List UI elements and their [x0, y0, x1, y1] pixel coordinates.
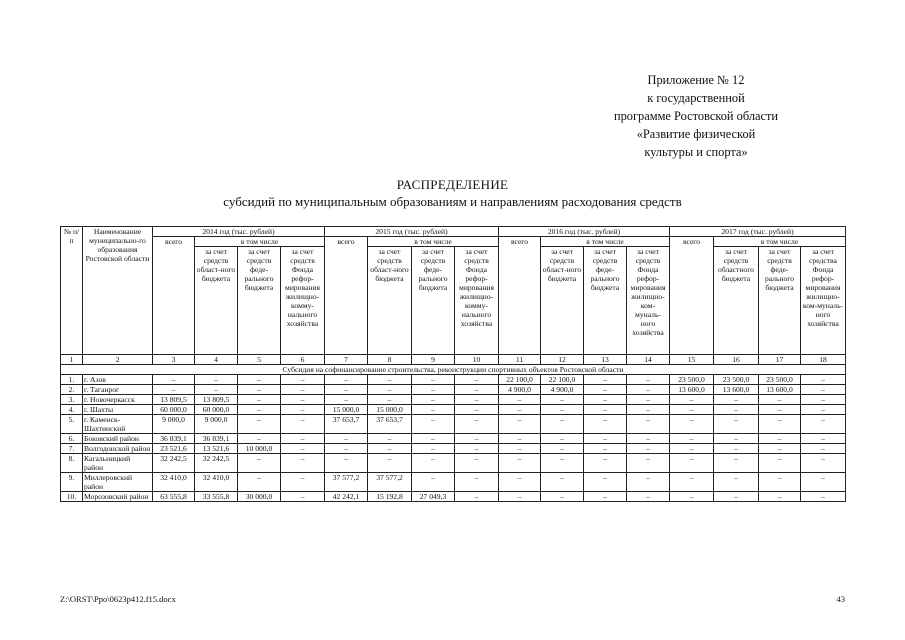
table-cell: –: [759, 395, 801, 405]
header-total: всего: [670, 237, 714, 355]
table-cell: –: [627, 375, 670, 385]
table-cell: –: [627, 444, 670, 454]
table-cell: –: [759, 415, 801, 434]
table-cell: 9 000,0: [153, 415, 195, 434]
table-cell: –: [281, 405, 325, 415]
row-number: 1.: [61, 375, 83, 385]
section-title: Субсидия на софинансирование строительства, реконструкции спортивных объектов Ростовской области: [61, 365, 846, 375]
table-cell: 13 809,5: [195, 395, 238, 405]
table-cell: –: [368, 454, 412, 473]
table-cell: –: [455, 395, 499, 405]
table-cell: –: [584, 415, 627, 434]
table-cell: –: [801, 434, 846, 444]
table-cell: –: [670, 434, 714, 444]
column-number: 11: [499, 355, 541, 365]
municipality-name: г. Азов: [83, 375, 153, 385]
header-name: Наименование муниципально-го образования Ростовской области: [83, 227, 153, 355]
header-regional: за счет средств област-ного бюджета: [541, 247, 584, 355]
title-subtitle: субсидий по муниципальным образованиям и направлениям расходования средств: [223, 194, 682, 209]
header-regional: за счет средств област-ного бюджета: [195, 247, 238, 355]
table-cell: –: [670, 415, 714, 434]
table-cell: –: [627, 454, 670, 473]
table-cell: –: [455, 415, 499, 434]
municipality-name: Боковский район: [83, 434, 153, 444]
table-cell: –: [714, 473, 759, 492]
table-cell: –: [281, 444, 325, 454]
table-cell: 37 577,2: [325, 473, 368, 492]
header-federal: за счет средств феде-рального бюджета: [238, 247, 281, 355]
table-cell: 60 000,0: [195, 405, 238, 415]
appendix-line: «Развитие физической: [636, 127, 756, 141]
table-cell: –: [238, 473, 281, 492]
table-cell: –: [627, 473, 670, 492]
table-cell: –: [801, 405, 846, 415]
table-cell: –: [584, 454, 627, 473]
header-num: № п/п: [61, 227, 83, 355]
column-number: 3: [153, 355, 195, 365]
table-cell: –: [281, 473, 325, 492]
header-year-2016: 2016 год (тыс. рублей): [499, 227, 670, 237]
table-row: [61, 473, 846, 492]
table-cell: 37 653,7: [368, 415, 412, 434]
table-cell: –: [499, 444, 541, 454]
table-cell: –: [281, 454, 325, 473]
table-cell: –: [412, 454, 455, 473]
header-year-2014: 2014 год (тыс. рублей): [153, 227, 325, 237]
table-cell: –: [584, 434, 627, 444]
table-cell: –: [541, 434, 584, 444]
table-cell: –: [455, 385, 499, 395]
table-cell: –: [499, 473, 541, 492]
header-federal: за счет средств феде-рального бюджета: [759, 247, 801, 355]
table-cell: –: [195, 385, 238, 395]
column-number: 10: [455, 355, 499, 365]
column-number: 14: [627, 355, 670, 365]
table-cell: –: [714, 395, 759, 405]
row-number: 10.: [61, 492, 83, 502]
table-cell: –: [412, 395, 455, 405]
column-number: 2: [83, 355, 153, 365]
header-total: всего: [325, 237, 368, 355]
table-row: [61, 444, 846, 454]
table-cell: 42 242,1: [325, 492, 368, 502]
column-number: 13: [584, 355, 627, 365]
table-cell: –: [670, 473, 714, 492]
table-cell: 23 500,0: [759, 375, 801, 385]
table-cell: –: [627, 395, 670, 405]
table-cell: –: [325, 385, 368, 395]
header-incl: в том числе: [541, 237, 670, 247]
table-cell: –: [281, 375, 325, 385]
table-cell: –: [455, 434, 499, 444]
table-cell: 13 600,0: [670, 385, 714, 395]
table-cell: –: [455, 375, 499, 385]
table-cell: –: [325, 395, 368, 405]
table-cell: –: [368, 395, 412, 405]
table-row: [61, 454, 846, 473]
table-cell: 60 000,0: [153, 405, 195, 415]
table-cell: –: [670, 492, 714, 502]
section-row: [61, 365, 846, 375]
table-cell: –: [281, 395, 325, 405]
table-cell: –: [325, 434, 368, 444]
header-regional: за счет средств област-ного бюджета: [368, 247, 412, 355]
table-cell: –: [412, 444, 455, 454]
municipality-name: г. Шахты: [83, 405, 153, 415]
table-cell: –: [714, 405, 759, 415]
table-cell: –: [368, 375, 412, 385]
column-number: 7: [325, 355, 368, 365]
table-cell: 32 242,5: [195, 454, 238, 473]
appendix-line: программе Ростовской области: [613, 109, 779, 123]
table-cell: –: [670, 444, 714, 454]
table-cell: –: [801, 375, 846, 385]
table-cell: 30 000,0: [238, 492, 281, 502]
table-row: [61, 405, 846, 415]
table-cell: –: [455, 454, 499, 473]
table-cell: –: [584, 375, 627, 385]
table-cell: –: [325, 454, 368, 473]
table-cell: 37 653,7: [325, 415, 368, 434]
header-fund: за счет средств Фонда рефор-мирования жилищно-комму-нального хозяйства: [455, 247, 499, 355]
table-cell: 4 900,0: [541, 385, 584, 395]
column-number: 12: [541, 355, 584, 365]
row-number: 3.: [61, 395, 83, 405]
row-number: 5.: [61, 415, 83, 434]
table-cell: –: [801, 454, 846, 473]
table-cell: –: [238, 415, 281, 434]
table-cell: –: [153, 375, 195, 385]
table-cell: –: [455, 492, 499, 502]
row-number: 2.: [61, 385, 83, 395]
table-cell: –: [801, 444, 846, 454]
table-cell: –: [281, 434, 325, 444]
table-cell: –: [368, 444, 412, 454]
table-cell: –: [584, 492, 627, 502]
table-cell: 32 410,0: [195, 473, 238, 492]
table-cell: –: [412, 415, 455, 434]
column-number: 9: [412, 355, 455, 365]
table-cell: –: [801, 473, 846, 492]
table-cell: –: [412, 473, 455, 492]
table-cell: –: [455, 444, 499, 454]
column-number: 1: [61, 355, 83, 365]
table-cell: –: [627, 405, 670, 415]
table-cell: 15 000,0: [368, 405, 412, 415]
table-cell: 32 410,0: [153, 473, 195, 492]
table-cell: –: [281, 415, 325, 434]
municipality-name: Кагальницкий район: [83, 454, 153, 473]
table-cell: –: [238, 434, 281, 444]
column-number: 17: [759, 355, 801, 365]
header-total: всего: [153, 237, 195, 355]
table-cell: –: [759, 454, 801, 473]
table-cell: 36 839,1: [195, 434, 238, 444]
table-cell: –: [412, 385, 455, 395]
header-fund: за счет средств Фонда рефор-мирования жилищно-ком-муналь-ного хозяйства: [627, 247, 670, 355]
municipality-name: г. Каменск-Шахтинский: [83, 415, 153, 434]
table-cell: 23 521,6: [153, 444, 195, 454]
table-cell: –: [584, 405, 627, 415]
table-cell: 13 600,0: [759, 385, 801, 395]
table-body: [61, 375, 846, 502]
table-cell: –: [627, 385, 670, 395]
footer-file-path: Z:\ORST\Ppo\0623p412.f15.docx: [60, 594, 176, 604]
table-cell: –: [714, 444, 759, 454]
table-row: [61, 415, 846, 434]
municipality-name: Волгодонской район: [83, 444, 153, 454]
column-number-row: [61, 355, 846, 365]
table-cell: –: [759, 492, 801, 502]
table-cell: 13 521,6: [195, 444, 238, 454]
table-cell: –: [541, 492, 584, 502]
table-cell: –: [627, 434, 670, 444]
table-cell: –: [368, 385, 412, 395]
table-row: [61, 492, 846, 502]
table-cell: 33 555,8: [195, 492, 238, 502]
table-cell: 4 900,0: [499, 385, 541, 395]
table-cell: –: [499, 395, 541, 405]
table-cell: –: [455, 473, 499, 492]
table-cell: –: [412, 434, 455, 444]
table-cell: –: [627, 415, 670, 434]
header-year-2015: 2015 год (тыс. рублей): [325, 227, 499, 237]
distribution-table: [60, 226, 846, 502]
table-cell: 27 049,3: [412, 492, 455, 502]
table-cell: –: [238, 375, 281, 385]
column-number: 16: [714, 355, 759, 365]
table-row: [61, 434, 846, 444]
table-cell: 37 577,2: [368, 473, 412, 492]
column-number: 15: [670, 355, 714, 365]
table-cell: 32 242,5: [153, 454, 195, 473]
table-cell: –: [325, 444, 368, 454]
table-cell: –: [670, 405, 714, 415]
table-cell: –: [714, 492, 759, 502]
table-row: [61, 395, 846, 405]
header-regional: за счет средств областного бюджета: [714, 247, 759, 355]
header-incl: в том числе: [368, 237, 499, 247]
table-cell: –: [325, 375, 368, 385]
appendix-line: Приложение № 12: [647, 73, 745, 87]
table-cell: 15 000,0: [325, 405, 368, 415]
table-cell: 23 500,0: [714, 375, 759, 385]
header-fund: за счет средств Фонда рефор-мирования жилищно-комму-нального хозяйства: [281, 247, 325, 355]
table-cell: –: [801, 415, 846, 434]
table-cell: –: [153, 385, 195, 395]
header-incl: в том числе: [195, 237, 325, 247]
table-cell: –: [759, 473, 801, 492]
header-fund: за счет средства Фонда рефор-мирования жилищно-ком-муналь-ного хозяйства: [801, 247, 846, 355]
table-cell: –: [499, 454, 541, 473]
municipality-name: Миллеровский район: [83, 473, 153, 492]
table-cell: –: [714, 434, 759, 444]
table-cell: –: [238, 395, 281, 405]
table-cell: 23 500,0: [670, 375, 714, 385]
table-cell: –: [541, 454, 584, 473]
table-cell: –: [584, 395, 627, 405]
table-cell: –: [281, 492, 325, 502]
header-total: всего: [499, 237, 541, 355]
municipality-name: г. Новочеркасск: [83, 395, 153, 405]
table-cell: –: [759, 434, 801, 444]
table-cell: 15 192,8: [368, 492, 412, 502]
column-number: 18: [801, 355, 846, 365]
row-number: 4.: [61, 405, 83, 415]
table-cell: –: [499, 415, 541, 434]
row-number: 7.: [61, 444, 83, 454]
table-cell: –: [368, 434, 412, 444]
header-federal: за счет средств феде-рального бюджета: [412, 247, 455, 355]
table-cell: –: [801, 395, 846, 405]
table-cell: –: [801, 385, 846, 395]
table-cell: 22 100,0: [541, 375, 584, 385]
column-number: 5: [238, 355, 281, 365]
title-main: РАСПРЕДЕЛЕНИЕ: [396, 177, 509, 192]
table-cell: –: [238, 405, 281, 415]
table-cell: –: [499, 405, 541, 415]
row-number: 8.: [61, 454, 83, 473]
table-cell: –: [670, 454, 714, 473]
header-federal: за счет средств феде-рального бюджета: [584, 247, 627, 355]
municipality-name: Морозовский район: [83, 492, 153, 502]
table-cell: –: [412, 405, 455, 415]
table-cell: –: [584, 444, 627, 454]
table-cell: –: [455, 405, 499, 415]
column-number: 6: [281, 355, 325, 365]
table-cell: –: [195, 375, 238, 385]
table-cell: –: [281, 385, 325, 395]
table-cell: –: [714, 415, 759, 434]
column-number: 4: [195, 355, 238, 365]
header-incl: в том числе: [714, 237, 846, 247]
table-cell: 22 100,0: [499, 375, 541, 385]
column-number: 8: [368, 355, 412, 365]
table-cell: 63 555,8: [153, 492, 195, 502]
table-cell: –: [627, 492, 670, 502]
table-cell: –: [801, 492, 846, 502]
table-cell: –: [412, 375, 455, 385]
header-year-2017: 2017 год (тыс. рублей): [670, 227, 846, 237]
table-cell: –: [670, 395, 714, 405]
table-row: [61, 385, 846, 395]
footer-page-number: 43: [836, 594, 845, 604]
table-cell: –: [759, 444, 801, 454]
table-cell: 13 600,0: [714, 385, 759, 395]
table-cell: –: [541, 473, 584, 492]
table-cell: 13 809,5: [153, 395, 195, 405]
document-title: [0, 176, 905, 210]
table-cell: 10 000,0: [238, 444, 281, 454]
municipality-name: г. Таганрог: [83, 385, 153, 395]
table-cell: –: [584, 473, 627, 492]
table-cell: –: [541, 444, 584, 454]
table-cell: –: [541, 405, 584, 415]
table-cell: –: [541, 415, 584, 434]
table-cell: –: [541, 395, 584, 405]
table-cell: –: [759, 405, 801, 415]
table-row: [61, 375, 846, 385]
table-cell: 9 000,0: [195, 415, 238, 434]
appendix-header: [581, 71, 811, 161]
table-cell: –: [499, 434, 541, 444]
appendix-line: к государственной: [647, 91, 745, 105]
table-cell: –: [499, 492, 541, 502]
table-cell: 36 839,1: [153, 434, 195, 444]
row-number: 6.: [61, 434, 83, 444]
appendix-line: культуры и спорта»: [644, 145, 748, 159]
table-cell: –: [714, 454, 759, 473]
row-number: 9.: [61, 473, 83, 492]
table-cell: –: [584, 385, 627, 395]
table-cell: –: [238, 385, 281, 395]
table-cell: –: [238, 454, 281, 473]
